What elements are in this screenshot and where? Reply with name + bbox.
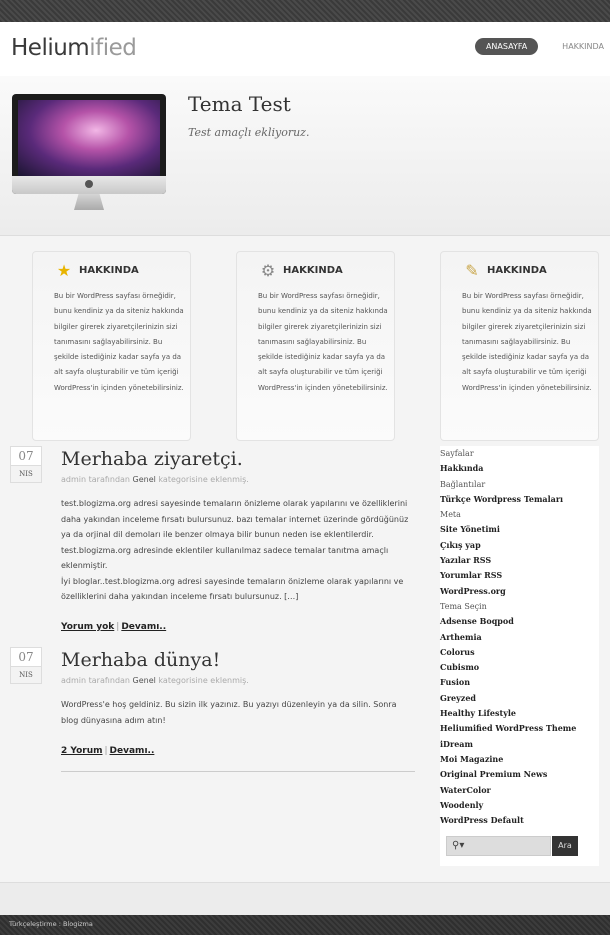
nav-about[interactable]: HAKKINDA	[562, 42, 604, 51]
box-text: Bu bir WordPress sayfası örneğidir, bunu kendiniz ya da siteniz hakkında bilgiler girerek ziyaretçilerinizin sizi tanımasını sağlayabilirsiniz. Bu şekilde istediğiniz kadar sayfa ya da alt sayfa oluşturabilir ve tüm içeriği WordPress'in içinden yönetebilirsiniz.	[462, 292, 592, 392]
sidebar-link[interactable]: Yazılar RSS	[440, 555, 492, 566]
sidebar-link[interactable]: Greyzed	[440, 692, 477, 703]
box-title: HAKKINDA	[487, 265, 547, 276]
sidebar-link[interactable]: Çıkış yap	[440, 539, 481, 550]
nav-home[interactable]: ANASAYFA	[475, 38, 538, 55]
comments-link[interactable]: 2 Yorum	[61, 746, 103, 756]
sidebar-link[interactable]: Moi Magazine	[440, 753, 504, 764]
featured-subtitle: Test amaçlı ekliyoruz.	[188, 126, 310, 139]
post-links: Yorum yok | Devamı..	[61, 622, 167, 632]
featured-banner	[0, 76, 610, 236]
sidebar-link[interactable]: Colorus	[440, 646, 475, 657]
post-date: 07 NIS	[10, 647, 42, 684]
box-text: Bu bir WordPress sayfası örneğidir, bunu kendiniz ya da siteniz hakkında bilgiler girerek ziyaretçilerinizin sizi tanımasını sağlayabilirsiniz. Bu şekilde istediğiniz kadar sayfa ya da alt sayfa oluşturabilir ve tüm içeriği WordPress'in içinden yönetebilirsiniz.	[54, 292, 184, 392]
post-links: 2 Yorum | Devamı..	[61, 746, 155, 756]
footer	[0, 882, 610, 915]
post-excerpt: test.blogizma.org adresi sayesinde temaların önizleme olarak yapılarını ve özelliklerini daha yakından inceleme fırsatı bulursunuz. bazı temalar internet üzerinde gördüğünüz ya da orjinal dil demoları ile benzer olmaya bilir bunun neden ise eklentilerdir. test.blogizma.org adresinde eklentiler kullanılmaz sadece temalar tanıtma amaçlı eklenmiştir. İyi bloglar..test.blogizma.org adresi sayesinde temaların önizleme olarak yapılarını ve özelliklerini daha yakından inceleme fırsatı bulursunuz. […]	[61, 499, 409, 601]
sidebar	[440, 446, 599, 866]
sidebar-link[interactable]: Original Premium News	[440, 769, 548, 780]
sidebar-link[interactable]: Healthy Lifestyle	[440, 708, 516, 719]
read-more-link[interactable]: Devamı..	[109, 746, 155, 756]
gear-icon: ⚙	[260, 261, 276, 280]
comments-link[interactable]: Yorum yok	[61, 622, 115, 632]
site-logo[interactable]: Heliumified	[11, 35, 137, 61]
post-divider	[61, 771, 415, 772]
post-date: 07 NIS	[10, 446, 42, 483]
search-icon: ⚲▾	[452, 840, 465, 851]
sidebar-link[interactable]: Heliumified WordPress Theme	[440, 723, 577, 734]
site-header	[0, 22, 610, 76]
post-meta: admin tarafından Genel kategorisine eklenmiş.	[61, 475, 249, 484]
box-title: HAKKINDA	[283, 265, 343, 276]
main-nav	[475, 38, 610, 55]
footer-credit[interactable]: Türkçeleştirme : Blogizma	[9, 920, 93, 928]
sidebar-link[interactable]: Woodenly	[440, 799, 484, 810]
star-icon: ★	[56, 261, 72, 280]
post-title[interactable]: Merhaba ziyaretçi.	[61, 448, 243, 470]
category-link[interactable]: Genel	[132, 475, 156, 484]
post-title[interactable]: Merhaba dünya!	[61, 649, 221, 671]
about-box-2	[236, 251, 395, 441]
sidebar-heading: Meta	[440, 510, 461, 520]
sidebar-heading: Bağlantılar	[440, 479, 486, 489]
sidebar-link[interactable]: Arthemia	[440, 631, 482, 642]
box-title: HAKKINDA	[79, 265, 139, 276]
category-link[interactable]: Genel	[132, 676, 156, 685]
about-box-1	[32, 251, 191, 441]
box-text: Bu bir WordPress sayfası örneğidir, bunu kendiniz ya da siteniz hakkında bilgiler girerek ziyaretçilerinizin sizi tanımasını sağlayabilirsiniz. Bu şekilde istediğiniz kadar sayfa ya da alt sayfa oluşturabilir ve tüm içeriği WordPress'in içinden yönetebilirsiniz.	[258, 292, 388, 392]
sidebar-heading: Sayfalar	[440, 449, 474, 458]
sidebar-link[interactable]: WaterColor	[440, 784, 491, 795]
sidebar-link[interactable]: WordPress Default	[440, 815, 524, 826]
sidebar-heading: Tema Seçin	[440, 601, 487, 611]
note-icon: ✎	[465, 261, 479, 280]
post-excerpt: WordPress'e hoş geldiniz. Bu sizin ilk yazınız. Bu yazıyı düzenleyin ya da silin. Sonra blog dünyasına adım atın!	[61, 700, 397, 725]
sidebar-link[interactable]: Türkçe Wordpress Temaları	[440, 493, 564, 504]
about-box-3	[440, 251, 599, 441]
search-input[interactable]	[446, 836, 551, 856]
top-pattern-bar	[0, 0, 610, 22]
imac-image	[12, 94, 166, 214]
featured-title[interactable]: Tema Test	[188, 92, 291, 116]
sidebar-link[interactable]: Hakkında	[440, 463, 484, 474]
sidebar-link[interactable]: Fusion	[440, 677, 471, 688]
search-button[interactable]: Ara	[552, 836, 578, 856]
sidebar-link[interactable]: Yorumlar RSS	[440, 570, 503, 581]
post-meta: admin tarafından Genel kategorisine eklenmiş.	[61, 676, 249, 685]
sidebar-link[interactable]: Cubismo	[440, 662, 480, 673]
sidebar-link[interactable]: WordPress.org	[440, 585, 506, 596]
sidebar-link[interactable]: iDream	[440, 738, 473, 749]
bottom-bar	[0, 915, 610, 935]
sidebar-link[interactable]: Site Yönetimi	[440, 524, 500, 535]
read-more-link[interactable]: Devamı..	[121, 622, 167, 632]
sidebar-link[interactable]: Adsense Boqpod	[440, 616, 514, 627]
